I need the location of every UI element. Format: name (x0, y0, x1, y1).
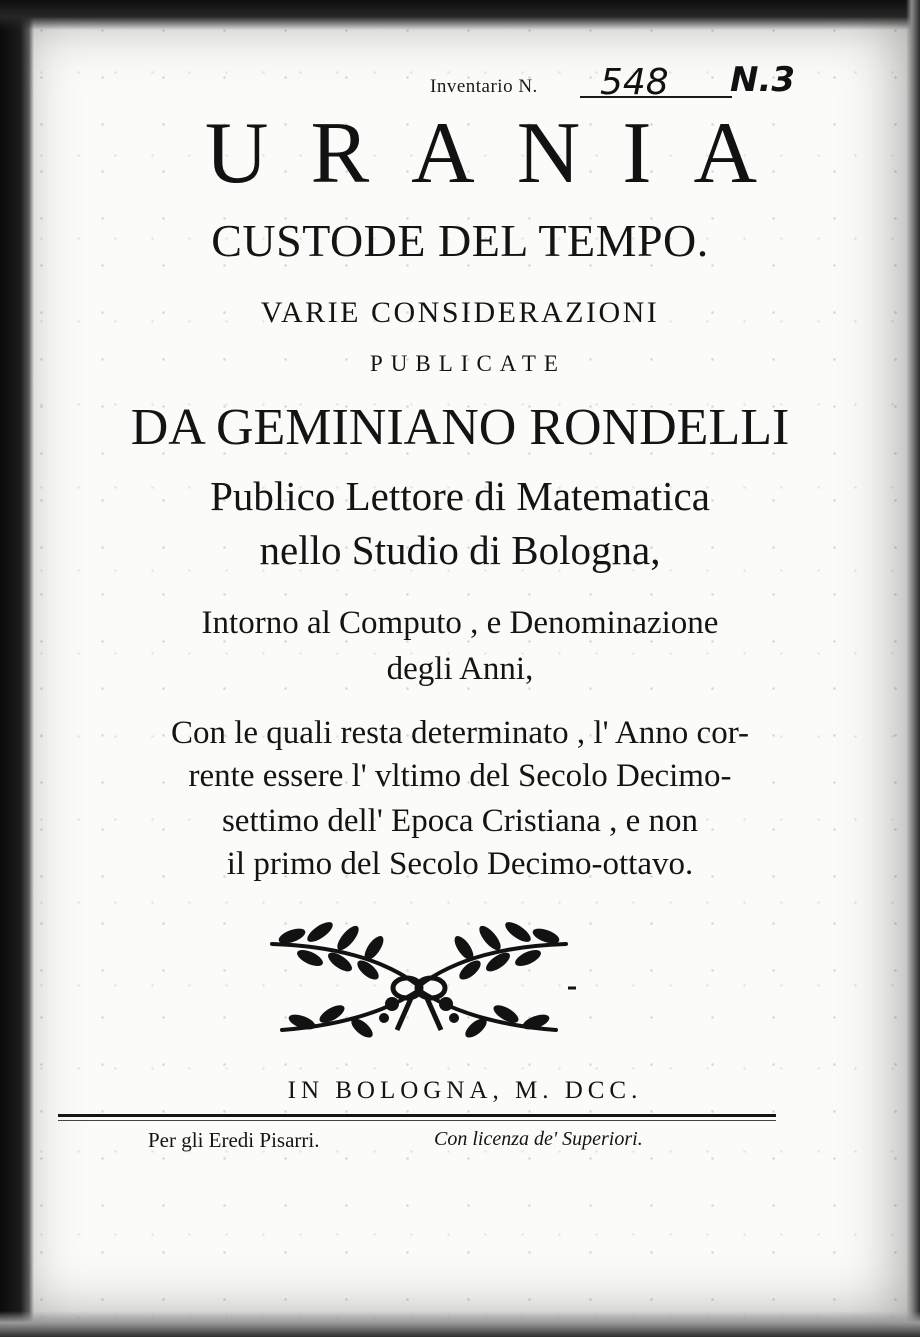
printer-line: Per gli Eredi Pisarri. (148, 1128, 320, 1152)
conclusion-line-1: Con le quali resta determinato , l' Anno cor- (170, 715, 750, 751)
scan-edge-bottom (0, 1311, 920, 1337)
conclusion-line-4: il primo del Secolo Decimo-ottavo. (226, 846, 694, 882)
scan-edge-top (0, 0, 920, 30)
inventory-number: 548 (600, 62, 669, 103)
book-title: URANIA (204, 105, 800, 202)
conclusion-line-3: settimo dell' Epoca Cristiana , e non (221, 803, 699, 839)
imprint-rule-thin (58, 1120, 776, 1121)
publicate-line: PUBLICATE (370, 351, 566, 376)
author-role-line-1: Publico Lettore di Matematica (210, 473, 710, 519)
book-subtitle: CUSTODE DEL TEMPO. (211, 215, 709, 266)
inventory-label: Inventario N. (430, 76, 538, 97)
imprint-line: IN BOLOGNA, M. DCC. (287, 1077, 643, 1104)
author-role-line-2: nello Studio di Bologna, (259, 527, 661, 573)
topic-line-1: Intorno al Computo , e Denominazione (201, 605, 719, 641)
imprint-rule (58, 1114, 776, 1117)
author-name: DA GEMINIANO RONDELLI (130, 399, 790, 456)
inventory-stamp (430, 60, 840, 106)
heading-line: VARIE CONSIDERAZIONI (260, 296, 660, 329)
inventory-code: N.3 (730, 60, 796, 100)
licence-line: Con licenza de' Superiori. (434, 1128, 643, 1150)
olive-branch-ornament-icon (262, 918, 576, 1048)
topic-line-2: degli Anni, (386, 651, 534, 687)
conclusion-line-2: rente essere l' vltimo del Secolo Decimo- (188, 758, 732, 794)
